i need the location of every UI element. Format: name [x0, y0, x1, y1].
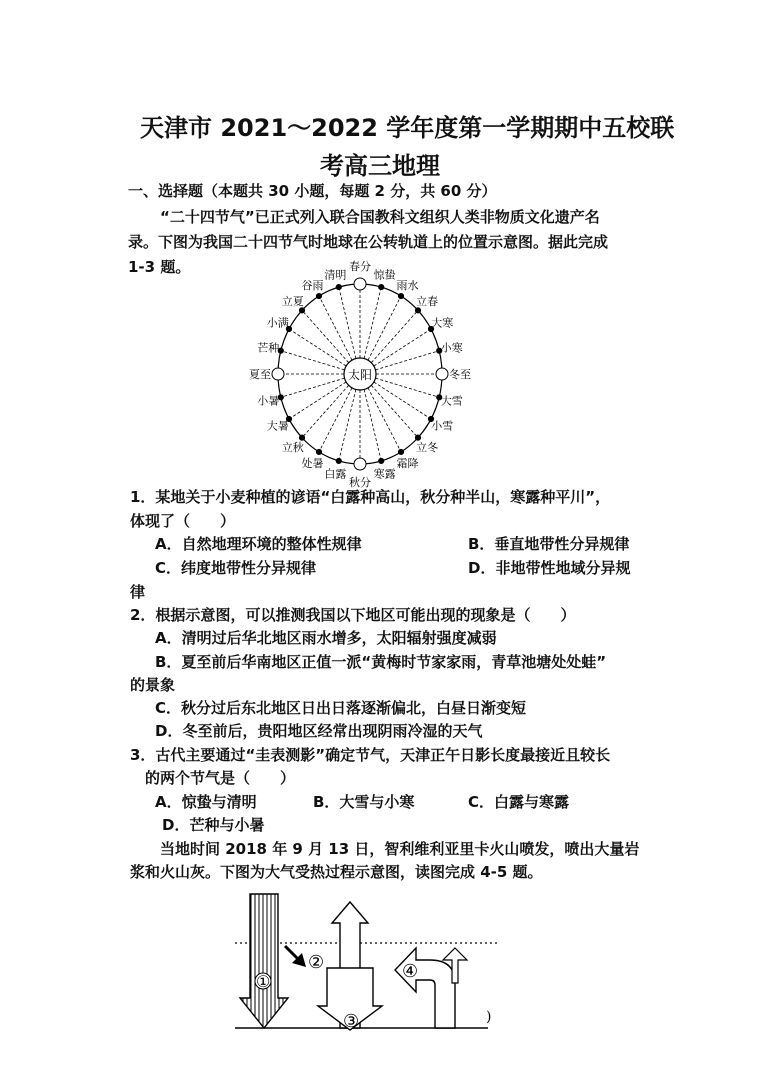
- q2-option-d: D．冬至前后，贵阳地区经常出现阴雨冷湿的天气: [155, 722, 483, 740]
- earth-position-major-marker: [272, 368, 284, 380]
- orbit-spoke: [364, 287, 381, 358]
- solar-term-label: 雨水: [396, 278, 419, 292]
- earth-position-major-marker: [354, 458, 366, 470]
- orbit-spoke: [281, 378, 345, 397]
- q1-option-d-line1: D．非地带性地域分异规: [468, 559, 631, 577]
- orbit-spoke: [371, 310, 418, 362]
- solar-term-label: 立夏: [281, 295, 304, 309]
- orbit-spoke: [289, 329, 346, 366]
- solar-term-label: 立秋: [281, 440, 304, 454]
- label-3: ③: [343, 1011, 360, 1032]
- q3-stem-line1: 3．古代主要通过“圭表测影”确定节气，天津正午日影长度最接近且较长: [130, 746, 611, 764]
- solar-term-label: 小暑: [257, 394, 280, 408]
- intro1-line1: “二十四节气”已正式列入联合国教科文组织人类非物质文化遗产名: [160, 208, 600, 226]
- orbit-spoke: [375, 351, 439, 370]
- sun-label: 太阳: [347, 368, 373, 382]
- q1-stem-line1: 1．某地关于小麦种植的谚语“白露种高山，秋分种半山，寒露种平川”，: [130, 488, 611, 506]
- earth-position-marker: [316, 449, 321, 454]
- orbit-spoke: [302, 310, 349, 362]
- earth-position-marker: [379, 458, 384, 463]
- label-4: ④: [402, 961, 419, 982]
- q1-option-c: C．纬度地带性分异规律: [155, 559, 317, 577]
- orbit-spoke: [339, 287, 356, 358]
- orbit-spoke: [339, 389, 356, 460]
- earth-position-major-marker: [436, 368, 448, 380]
- earth-position-marker: [316, 293, 321, 298]
- q3-stem-line2: 的两个节气是（ ）: [145, 769, 296, 787]
- q1-stem-line2: 体现了（ ）: [130, 512, 236, 530]
- edge-mark: ): [486, 1009, 492, 1025]
- intro2-line2: 浆和火山灰。下图为大气受热过程示意图，读图完成 4-5 题。: [130, 863, 543, 881]
- solar-term-label: 立冬: [416, 440, 439, 454]
- solar-term-label: 小满: [266, 316, 289, 330]
- solar-term-label: 大暑: [266, 419, 289, 433]
- section-heading: 一、选择题（本题共 30 小题，每题 2 分，共 60 分）: [128, 182, 497, 200]
- q3-option-b: B．大雪与小寒: [313, 793, 415, 811]
- earth-position-marker: [398, 293, 403, 298]
- orbit-spoke: [281, 351, 345, 370]
- q2-option-b-line1: B．夏至前后华南地区正值一派“黄梅时节家家雨，青草池塘处处蛙”: [155, 653, 607, 671]
- q3-option-a: A．惊蛰与清明: [155, 793, 257, 811]
- earth-position-marker: [336, 458, 341, 463]
- intro1-line3: 1-3 题。: [128, 258, 191, 276]
- earth-position-major-marker: [354, 278, 366, 290]
- solar-term-label: 惊蛰: [373, 268, 396, 282]
- solar-term-label: 夏至: [249, 368, 271, 381]
- solar-term-label: 霜降: [396, 457, 419, 471]
- orbit-spoke: [302, 385, 349, 437]
- solar-term-label: 白露: [324, 467, 347, 481]
- q2-option-c: C．秋分过后东北地区日出日落逐渐偏北，白昼日渐变短: [155, 699, 527, 717]
- orbit-spoke: [374, 382, 431, 419]
- earth-position-marker: [299, 308, 304, 313]
- solar-term-label: 清明: [324, 268, 347, 282]
- solar-term-label: 处暑: [301, 457, 324, 471]
- label-2: ②: [308, 952, 325, 973]
- solar-term-label: 小寒: [440, 341, 463, 355]
- solar-term-label: 立春: [416, 295, 439, 309]
- q1-option-d-line2: 律: [130, 583, 146, 601]
- intro1-line2: 录。下图为我国二十四节气时地球在公转轨道上的位置示意图。据此完成: [128, 233, 609, 251]
- q3-option-c: C．白露与寒露: [468, 793, 570, 811]
- solar-term-label: 谷雨: [301, 278, 324, 292]
- solar-term-label: 大雪: [440, 394, 463, 408]
- solar-term-label: 秋分: [349, 476, 371, 489]
- orbit-spoke: [375, 378, 439, 397]
- q2-stem: 2．根据示意图，可以推测我国以下地区可能出现的现象是（ ）: [130, 606, 576, 624]
- solar-radiation-arrow: [240, 894, 288, 1028]
- earth-position-marker: [398, 449, 403, 454]
- orbit-diagram: [240, 260, 490, 489]
- earth-position-marker: [415, 435, 420, 440]
- solar-term-label: 小雪: [431, 419, 454, 433]
- solar-term-label: 大寒: [431, 316, 454, 330]
- earth-position-marker: [415, 308, 420, 313]
- orbit-spoke: [289, 382, 346, 419]
- q2-option-b-line2: 的景象: [130, 676, 176, 694]
- q1-option-a: A．自然地理环境的整体性规律: [155, 535, 362, 553]
- label-1: ①: [256, 972, 271, 991]
- orbit-spoke: [371, 385, 418, 437]
- earth-position-marker: [299, 435, 304, 440]
- solar-term-label: 芒种: [257, 341, 280, 355]
- intro2-line1: 当地时间 2018 年 9 月 13 日，智利维利亚里卡火山喷发，喷出大量岩: [160, 840, 640, 858]
- q3-option-d: D．芒种与小暑: [162, 816, 265, 834]
- orbit-spoke: [319, 388, 352, 452]
- q1-option-b: B．垂直地带性分异规律: [468, 535, 630, 553]
- solar-term-label: 寒露: [373, 467, 396, 481]
- q2-option-a: A．清明过后华北地区雨水增多，太阳辐射强度减弱: [155, 629, 497, 647]
- page-title-line1: 天津市 2021～2022 学年度第一学期期中五校联: [140, 114, 675, 142]
- heat-process-diagram: [230, 888, 510, 1038]
- orbit-spoke: [368, 388, 401, 452]
- earth-position-marker: [336, 284, 341, 289]
- orbit-spoke: [364, 389, 381, 460]
- solar-term-label: 春分: [349, 260, 371, 273]
- orbit-spoke: [319, 296, 352, 360]
- orbit-spoke: [374, 329, 431, 366]
- solar-term-label: 冬至: [449, 368, 471, 381]
- page-title-line2: 考高三地理: [320, 152, 440, 180]
- earth-position-marker: [379, 284, 384, 289]
- orbit-spoke: [368, 296, 401, 360]
